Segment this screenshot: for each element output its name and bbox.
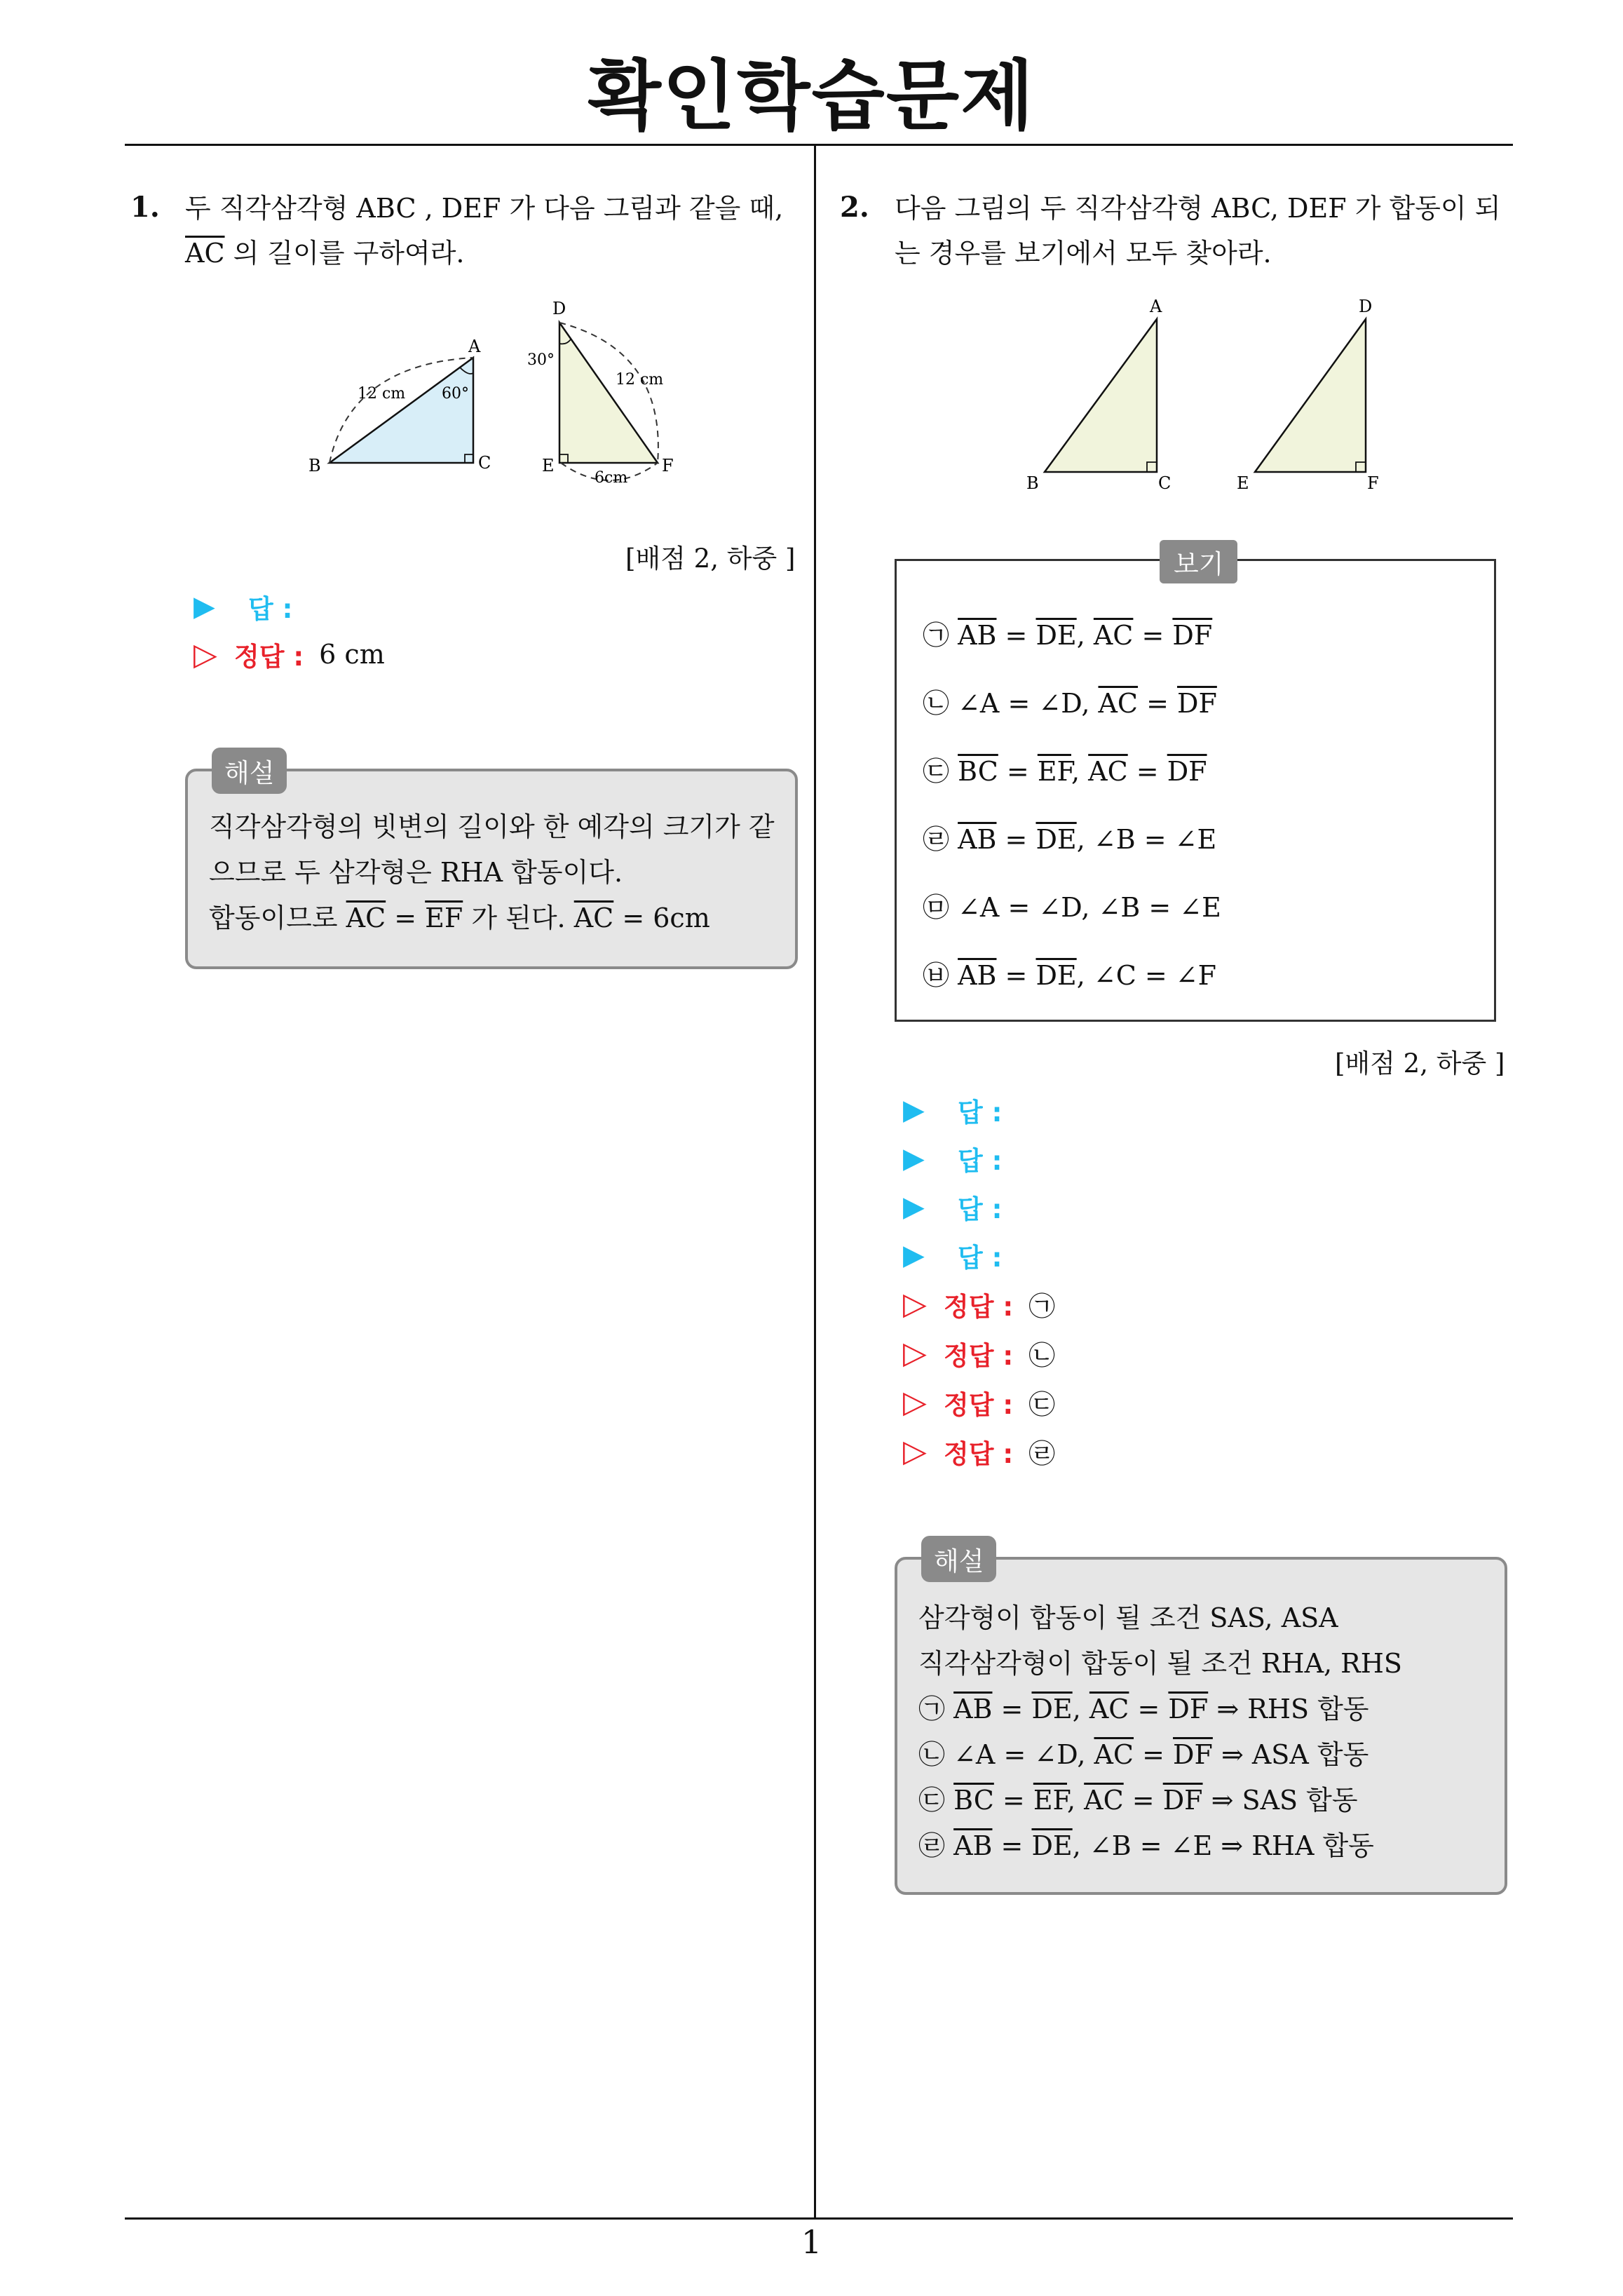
q1-exp3-ac1: $\overline{AC}$ — [346, 903, 386, 933]
bogi-item-5-angle2: ∠C = ∠F — [1093, 960, 1216, 991]
q2-answer-row — [903, 1188, 1002, 1226]
bogi-item-4-mark: ㉤ — [923, 892, 958, 923]
q2-exp-item-3-seg1: $\overline{AB}$ — [953, 1830, 993, 1861]
q2-exp-item-0-seg2: $\overline{DE}$ — [1031, 1694, 1073, 1724]
triangle-outline-icon: ▷ — [903, 1433, 927, 1469]
q2-text-line2: 는 경우를 보기에서 모두 찾아라. — [895, 238, 1272, 269]
q2-explanation-tag: 해설 — [921, 1536, 996, 1582]
triangle-filled-icon: ▶ — [903, 1094, 925, 1126]
q2-exp-item-0-eq1: = — [992, 1694, 1032, 1724]
label-angle-30: 30° — [527, 351, 555, 369]
q2-exp-item-1-seg3: $\overline{AC}$ — [1094, 1739, 1134, 1770]
q2-label-d: D — [1359, 297, 1373, 316]
q2-exp-item-3-seg2: $\overline{DE}$ — [1031, 1830, 1073, 1861]
q1-triangle-def — [559, 323, 658, 463]
q1-exp-line1: 직각삼각형의 빗변의 길이와 한 예각의 크기가 같 — [209, 811, 775, 842]
bogi-item-3-mark: ㉣ — [923, 824, 958, 855]
label-base-6cm: 6cm — [595, 469, 628, 487]
q2-label-c: C — [1158, 473, 1172, 493]
q1-figure — [301, 295, 694, 505]
q2-exp-item-0-seg1: $\overline{AB}$ — [953, 1694, 993, 1724]
q2-correct-row — [903, 1432, 1055, 1471]
q2-exp-item-0-comma: , — [1072, 1694, 1089, 1724]
bogi-item-5-seg1: $\overline{AB}$ — [958, 960, 997, 991]
q1-exp3-b: = — [386, 903, 426, 933]
q1-text-line1: 두 직각삼각형 ABC , DEF 가 다음 그림과 같을 때, — [185, 193, 784, 224]
q2-exp-item — [918, 1733, 1369, 1771]
bogi-item-4-angle1: ∠A = ∠D, — [958, 892, 1099, 923]
triangle-outline-icon: ▷ — [903, 1286, 927, 1322]
q2-exp-item — [918, 1687, 1369, 1726]
q1-answer-row — [193, 588, 292, 626]
q1-exp3-a: 합동이므로 — [209, 903, 346, 933]
q2-exp-result: RHS 합동 — [1247, 1694, 1369, 1724]
bogi-item-4-angle2: ∠B = ∠E — [1098, 892, 1221, 923]
q2-correct-row — [903, 1334, 1055, 1372]
bogi-item-0-seg3: $\overline{AC}$ — [1093, 620, 1134, 651]
q2-answer-label: 답 : — [958, 1243, 1003, 1273]
label-angle-60: 60° — [442, 385, 469, 403]
q1-exp-line3 — [209, 896, 710, 935]
q2-exp-item-0-seg3: $\overline{AC}$ — [1089, 1694, 1129, 1724]
bogi-item-3-angle2: ∠B = ∠E — [1093, 824, 1217, 855]
bogi-item — [923, 614, 1212, 652]
q2-exp-item-1-seg4: $\overline{DF}$ — [1173, 1739, 1213, 1770]
bogi-item-0-eq1: = — [996, 620, 1036, 651]
bogi-item-2-eq1: = — [998, 756, 1038, 787]
q2-exp-item-2-eq2: = — [1123, 1785, 1163, 1816]
bogi-item-0-eq2: = — [1133, 620, 1173, 651]
header-rule — [125, 144, 1513, 146]
triangle-outline-icon: ▷ — [903, 1384, 927, 1420]
q2-correct-value: ㉠ — [1028, 1291, 1056, 1322]
q2-correct-value: ㉡ — [1028, 1340, 1056, 1371]
q2-correct-value: ㉢ — [1028, 1389, 1056, 1420]
q2-exp-item-3-mark: ㉣ — [918, 1830, 954, 1861]
bogi-item-5-seg2: $\overline{DE}$ — [1035, 960, 1077, 991]
q2-figure — [1017, 291, 1395, 501]
bogi-item — [923, 818, 1216, 856]
bogi-item-2-seg4: $\overline{DF}$ — [1167, 756, 1207, 787]
label-hyp-right: 12 cm — [616, 371, 664, 389]
q2-text-line1: 다음 그림의 두 직각삼각형 ABC, DEF 가 합동이 되 — [895, 193, 1501, 224]
q2-answer-row — [903, 1140, 1002, 1177]
q2-exp-item-2-comma: , — [1067, 1785, 1085, 1816]
column-divider — [814, 145, 816, 2220]
q2-exp-item-1-eq2: = — [1134, 1739, 1174, 1770]
q2-answer-label: 답 : — [958, 1194, 1003, 1224]
q1-number: 1. — [130, 191, 160, 224]
implies-arrow: ⇒ — [1212, 1830, 1252, 1861]
bogi-item-1-seg3: $\overline{AC}$ — [1098, 688, 1139, 719]
label-hyp-left: 12 cm — [358, 385, 406, 403]
implies-arrow: ⇒ — [1202, 1785, 1242, 1816]
q2-label-e: E — [1237, 473, 1249, 493]
page-title: 확인학습문제 — [588, 53, 1035, 140]
q2-exp-item-2-seg3: $\overline{AC}$ — [1084, 1785, 1124, 1816]
implies-arrow: ⇒ — [1208, 1694, 1248, 1724]
label-f: F — [662, 456, 674, 475]
bogi-item-1-angle1: ∠A = ∠D, — [958, 688, 1099, 719]
bogi-item-5-eq1: = — [996, 960, 1036, 991]
q2-exp-result: ASA 합동 — [1251, 1739, 1369, 1770]
q2-correct-label: 정답 : — [944, 1438, 1014, 1469]
bogi-item — [923, 750, 1207, 788]
q2-correct-label: 정답 : — [944, 1389, 1014, 1420]
q1-exp-line2: 으므로 두 삼각형은 RHA 합동이다. — [209, 857, 623, 888]
q1-triangle-abc — [330, 358, 473, 463]
bogi-item-2-seg3: $\overline{AC}$ — [1088, 756, 1128, 787]
q2-score: [배점 2, 하중 ] — [1335, 1048, 1505, 1079]
q1-correct-value: 6 cm — [319, 639, 385, 670]
bogi-item-3-seg1: $\overline{AB}$ — [958, 824, 997, 855]
q2-correct-label: 정답 : — [944, 1291, 1014, 1322]
q2-exp-item-1-mark: ㉡ — [918, 1739, 954, 1770]
label-d: D — [552, 299, 566, 318]
label-c: C — [478, 453, 491, 473]
q2-exp-item — [918, 1778, 1358, 1817]
triangle-outline-icon: ▷ — [903, 1335, 927, 1371]
q2-exp-item-0-mark: ㉠ — [918, 1694, 954, 1724]
q2-correct-row — [903, 1383, 1055, 1422]
bogi-item — [923, 682, 1217, 720]
q1-answer-label: 답 : — [248, 594, 293, 624]
q2-answer-label: 답 : — [958, 1146, 1003, 1176]
q2-triangle-abc — [1045, 319, 1157, 472]
bogi-item-0-mark: ㉠ — [923, 620, 958, 651]
q1-text-line2 — [185, 231, 465, 276]
q2-exp-item-3-eq1: = — [992, 1830, 1032, 1861]
bogi-item-2-seg2: $\overline{EF}$ — [1037, 756, 1071, 787]
q2-exp-item-0-eq2: = — [1129, 1694, 1169, 1724]
q2-exp-result: SAS 합동 — [1242, 1785, 1358, 1816]
q1-exp3-c: 가 된다. — [463, 903, 574, 933]
q1-exp3-ac2: $\overline{AC}$ — [573, 903, 614, 933]
q2-exp-result: RHA 합동 — [1251, 1830, 1374, 1861]
q2-exp-item-2-mark: ㉢ — [918, 1785, 954, 1816]
bogi-item-2-seg1: $\overline{BC}$ — [958, 756, 998, 787]
q2-answer-row — [903, 1091, 1002, 1129]
q2-exp-line2: 직각삼각형이 합동이 될 조건 RHA, RHS — [918, 1648, 1402, 1679]
q1-score: [배점 2, 하중 ] — [625, 543, 796, 574]
bogi-item-2-mark: ㉢ — [923, 756, 958, 787]
bogi-item-3-eq1: = — [996, 824, 1036, 855]
bogi-item — [923, 954, 1216, 992]
q2-exp-item-3-angle2: ∠B = ∠E — [1089, 1830, 1213, 1861]
triangle-filled-icon: ▶ — [903, 1142, 925, 1175]
bogi-item-1-seg4: $\overline{DF}$ — [1177, 688, 1217, 719]
q2-exp-item-2-eq1: = — [993, 1785, 1033, 1816]
triangle-outline-icon: ▷ — [193, 636, 217, 673]
q2-number: 2. — [840, 191, 869, 224]
q2-exp-line1: 삼각형이 합동이 될 조건 SAS, ASA — [918, 1602, 1338, 1633]
bogi-item-2-comma: , — [1071, 756, 1089, 787]
q2-exp-item-2-seg1: $\overline{BC}$ — [953, 1785, 994, 1816]
page-number: 1 — [801, 2223, 822, 2261]
q2-answer-row — [903, 1236, 1002, 1274]
q2-correct-value: ㉣ — [1028, 1438, 1056, 1469]
q1-exp3-ef: $\overline{EF}$ — [425, 903, 463, 933]
q1-text-line2-rest: 의 길이를 구하여라. — [224, 238, 465, 269]
q2-correct-label: 정답 : — [944, 1340, 1014, 1371]
label-e: E — [542, 456, 555, 475]
label-b: B — [308, 456, 321, 475]
bogi-item-1-eq2: = — [1138, 688, 1178, 719]
q2-exp-item-0-seg4: $\overline{DF}$ — [1168, 1694, 1209, 1724]
q1-explanation-tag: 해설 — [212, 748, 287, 794]
bogi-item-0-seg4: $\overline{DF}$ — [1172, 620, 1213, 651]
q2-triangle-def — [1255, 319, 1366, 472]
q2-exp-item-2-seg4: $\overline{DF}$ — [1162, 1785, 1203, 1816]
bogi-item-0-comma: , — [1076, 620, 1094, 651]
bogi-item-3-comma: , — [1076, 824, 1094, 855]
bogi-item-5-comma: , — [1076, 960, 1094, 991]
footer-rule — [125, 2217, 1513, 2220]
q2-exp-item-1-angle1: ∠A = ∠D, — [953, 1739, 1094, 1770]
q2-label-b: B — [1026, 473, 1039, 493]
q2-exp-item-3-comma: , — [1072, 1830, 1089, 1861]
triangle-filled-icon: ▶ — [193, 590, 215, 623]
q2-answer-label: 답 : — [958, 1098, 1003, 1128]
bogi-item-5-mark: ㉥ — [923, 960, 958, 991]
bogi-item-0-seg2: $\overline{DE}$ — [1035, 620, 1077, 651]
bogi-item-2-eq2: = — [1127, 756, 1167, 787]
q2-exp-item — [918, 1824, 1374, 1863]
triangle-filled-icon: ▶ — [903, 1239, 925, 1271]
q2-correct-row — [903, 1285, 1055, 1323]
q1-ac-segment: $\overline{AC}$ — [185, 238, 225, 269]
bogi-item — [923, 886, 1221, 924]
q2-label-f: F — [1367, 473, 1379, 493]
implies-arrow: ⇒ — [1212, 1739, 1252, 1770]
triangle-filled-icon: ▶ — [903, 1191, 925, 1223]
q1-correct-row — [193, 635, 385, 673]
q2-exp-item-2-seg2: $\overline{EF}$ — [1033, 1785, 1067, 1816]
bogi-item-1-mark: ㉡ — [923, 688, 958, 719]
q2-label-a: A — [1150, 297, 1162, 316]
bogi-item-3-seg2: $\overline{DE}$ — [1035, 824, 1077, 855]
q1-exp3-d: = 6cm — [613, 903, 710, 933]
label-a: A — [468, 337, 481, 356]
q1-correct-label: 정답 : — [234, 642, 304, 672]
bogi-tag: 보기 — [1160, 540, 1237, 583]
bogi-item-0-seg1: $\overline{AB}$ — [958, 620, 997, 651]
